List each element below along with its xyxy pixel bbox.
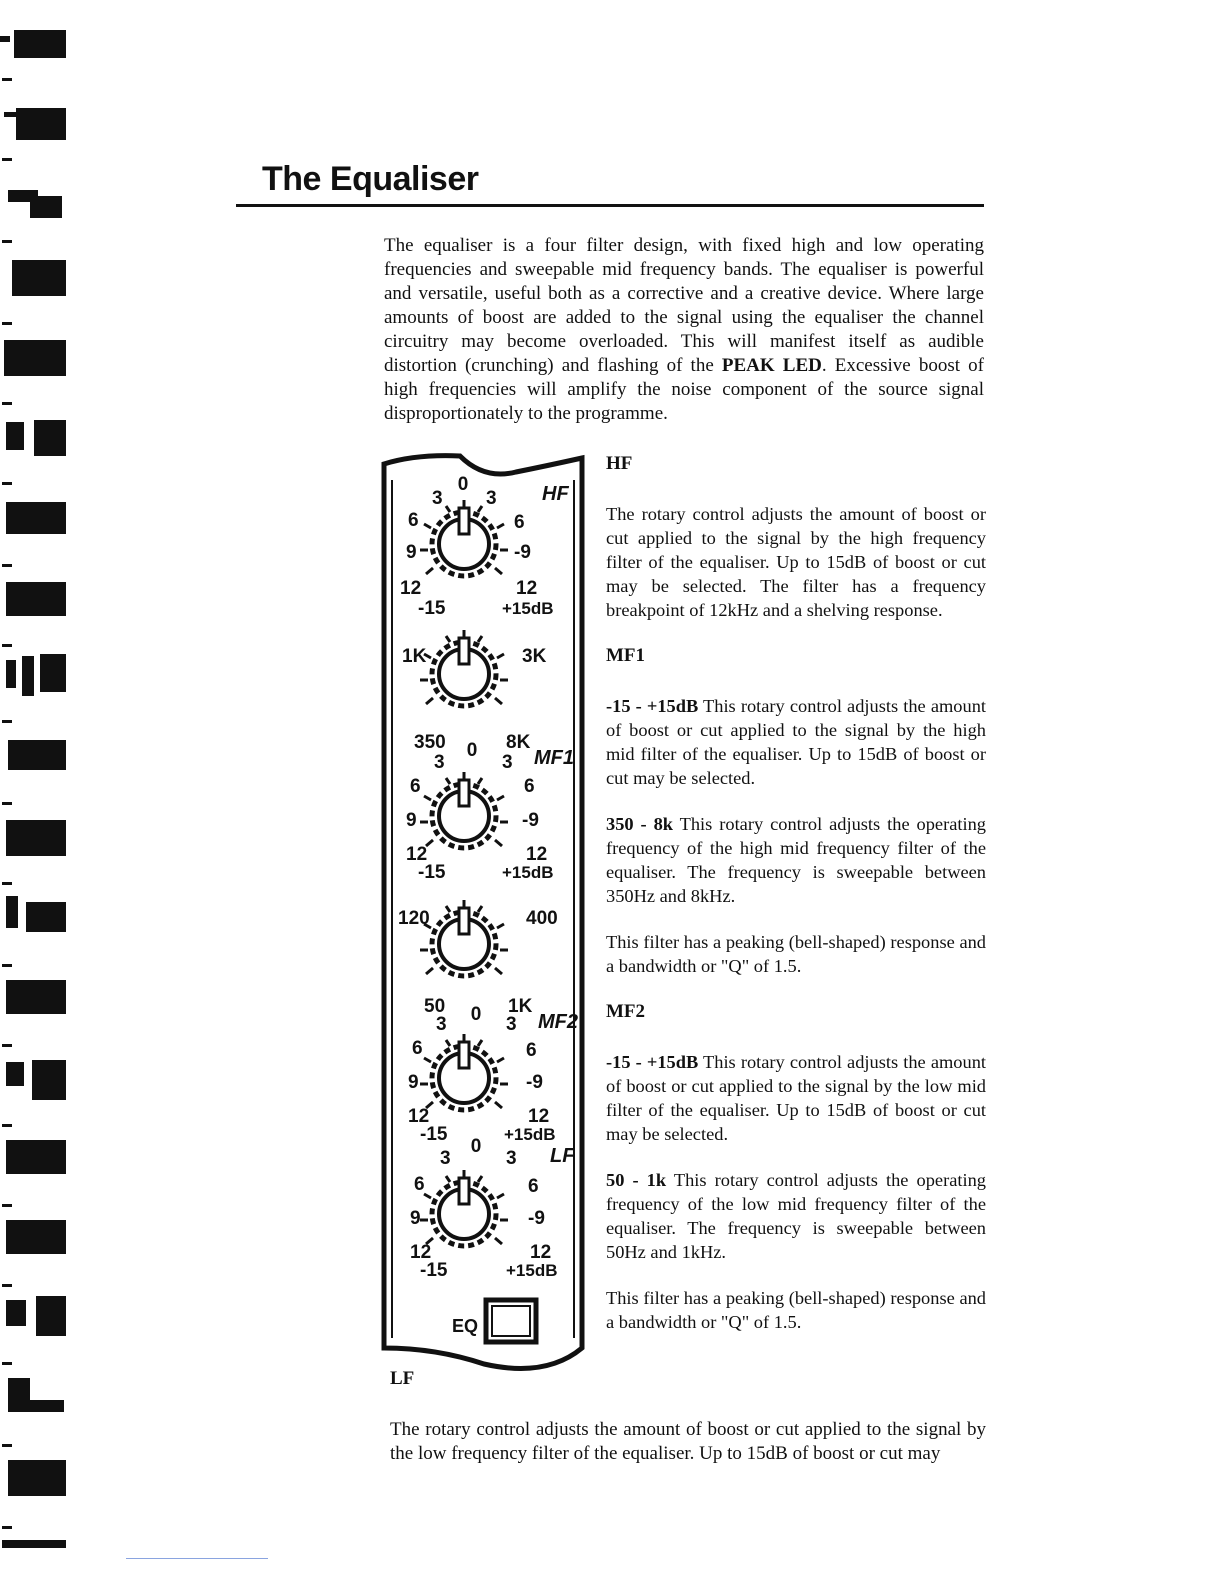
title-rule <box>236 204 984 207</box>
lf-scale-r9: -9 <box>528 1208 545 1229</box>
hf-scale-0: 0 <box>457 474 469 495</box>
mf1-scale-min: -15 <box>418 862 446 883</box>
mf2-response-text: This filter has a peaking (bell-shaped) response and a bandwidth or "Q" of 1.5. <box>606 1288 986 1332</box>
lf-scale-min: -15 <box>420 1260 448 1281</box>
lf-heading: LF <box>390 1368 415 1389</box>
lf-scale-l12: 12 <box>410 1242 432 1263</box>
mf1-gain-range: -15 - +15dB <box>606 696 699 716</box>
hf-scale-max: +15dB <box>502 599 554 618</box>
mf1-panel-label: MF1 <box>534 747 574 769</box>
mf2-freq-50: 50 <box>424 996 446 1017</box>
mf1-freq-text <box>606 812 986 908</box>
lf-scale-l3: 3 <box>440 1148 451 1169</box>
hf-heading: HF <box>606 453 633 474</box>
hf-text: The rotary control adjusts the amount of boost or cut applied to the signal by the high frequency filter of the equaliser. Up to 15dB of boost or cut may be selected. The filter has a frequency breakpoint of 12kHz and a shelving response. <box>606 504 986 620</box>
mf1-response-text: This filter has a peaking (bell-shaped) response and a bandwidth or "Q" of 1.5. <box>606 932 986 976</box>
mf1-freq-range: 350 - 8k <box>606 814 674 834</box>
mf2-freq-range: 50 - 1k <box>606 1170 667 1190</box>
eq-panel-illustration <box>376 450 590 1372</box>
lf-scale-l9: 9 <box>410 1208 421 1229</box>
hf-panel-label: HF <box>542 483 569 505</box>
lf-scale-r12: 12 <box>530 1242 552 1263</box>
page-title: The Equaliser <box>262 160 479 198</box>
mf2-scale-l12: 12 <box>408 1106 430 1127</box>
lf-scale-max: +15dB <box>506 1261 558 1280</box>
intro-paragraph <box>384 234 984 426</box>
intro-bold-peak-led: PEAK LED <box>721 355 822 376</box>
hf-scale-l6: 6 <box>408 510 419 531</box>
mf1-freq-1k: 1K <box>402 646 427 667</box>
hf-scale-l9: 9 <box>406 542 417 563</box>
mf2-scale-l9: 9 <box>408 1072 419 1093</box>
mf2-freq-400: 400 <box>526 908 558 929</box>
intro-text-1: The equaliser is a four filter design, with fixed high and low operating frequencies and sweepable mid frequency bands. The equaliser is powerful and versatile, useful both as a corrective and a creative device. Where large amounts of boost are added to the signal using the equaliser the channel circuitry may become overloaded. This will manifest itself as audible distortion (crunching) and flashing of the <box>384 235 984 376</box>
mf1-scale-r9: -9 <box>522 810 539 831</box>
mf2-scale-r6: 6 <box>526 1040 537 1061</box>
mf1-scale-l3: 3 <box>434 752 445 773</box>
mf2-gain-text <box>606 1050 986 1146</box>
mf1-freq-3k: 3K <box>522 646 547 667</box>
mf2-scale-0: 0 <box>470 1004 482 1025</box>
hf-scale-l12: 12 <box>400 578 422 599</box>
lf-scale-l6: 6 <box>414 1174 425 1195</box>
mf2-scale-l3: 3 <box>436 1014 447 1035</box>
mf1-freq-350: 350 <box>414 732 446 753</box>
mf1-gain-text <box>606 694 986 790</box>
lf-panel-label: LF <box>550 1145 575 1167</box>
mf1-scale-r6: 6 <box>524 776 535 797</box>
mf2-scale-min: -15 <box>420 1124 448 1145</box>
mf2-freq-1k: 1K <box>508 996 533 1017</box>
lf-scale-r3: 3 <box>506 1148 517 1169</box>
hf-scale-l3: 3 <box>432 488 443 509</box>
mf1-scale-0: 0 <box>466 740 478 761</box>
mf2-gain-range: -15 - +15dB <box>606 1052 699 1072</box>
lf-scale-0: 0 <box>470 1136 482 1157</box>
mf1-scale-l12: 12 <box>406 844 428 865</box>
mf1-scale-l6: 6 <box>410 776 421 797</box>
mf1-freq-8k: 8K <box>506 732 531 753</box>
binder-tab-marks <box>0 0 80 1584</box>
mf2-scale-max: +15dB <box>504 1125 556 1144</box>
lf-scale-r6: 6 <box>528 1176 539 1197</box>
footer-line <box>126 1558 268 1559</box>
mf1-scale-l9: 9 <box>406 810 417 831</box>
mf1-scale-r12: 12 <box>526 844 548 865</box>
lf-text: The rotary control adjusts the amount of boost or cut applied to the signal by the low frequency filter of the equaliser. Up to 15dB of boost or cut may <box>390 1419 986 1464</box>
mf2-freq-text <box>606 1168 986 1264</box>
hf-scale-r12: 12 <box>516 578 538 599</box>
mf2-heading: MF2 <box>606 1001 646 1022</box>
mf2-freq-120: 120 <box>398 908 430 929</box>
mf2-scale-r3: 3 <box>506 1014 517 1035</box>
mf2-scale-l6: 6 <box>412 1038 423 1059</box>
mf1-freq-desc: This rotary control adjusts the operating frequency of the high mid frequency filter of the equaliser. The frequency is sweepable between 350Hz and 8kHz. <box>606 814 986 906</box>
intro-text-2: . Excessive boost of high frequencies will amplify the noise component of the source signal disproportionately to the programme. <box>384 355 984 424</box>
section-descriptions <box>606 452 986 1356</box>
hf-scale-min: -15 <box>418 598 446 619</box>
mf2-scale-r9: -9 <box>526 1072 543 1093</box>
mf2-panel-label: MF2 <box>538 1011 578 1033</box>
hf-scale-r3: 3 <box>486 488 497 509</box>
mf1-heading: MF1 <box>606 645 646 666</box>
mf1-scale-r3: 3 <box>502 752 513 773</box>
hf-scale-r9: -9 <box>514 542 531 563</box>
mf2-gain-desc: This rotary control adjusts the amount of boost or cut applied to the signal by the low mid filter of the equaliser. Up to 15dB of boost or cut may be selected. <box>606 1052 986 1144</box>
mf2-freq-desc: This rotary control adjusts the operating frequency of the low mid frequency filter of the equaliser. The frequency is sweepable between 50Hz and 1kHz. <box>606 1170 986 1262</box>
eq-switch-label: EQ <box>452 1316 479 1336</box>
mf1-scale-max: +15dB <box>502 863 554 882</box>
mf2-scale-r12: 12 <box>528 1106 550 1127</box>
mf1-gain-desc: This rotary control adjusts the amount of boost or cut applied to the signal by the high mid filter of the equaliser. Up to 15dB of boost or cut may be selected. <box>606 696 986 788</box>
hf-scale-r6: 6 <box>514 512 525 533</box>
